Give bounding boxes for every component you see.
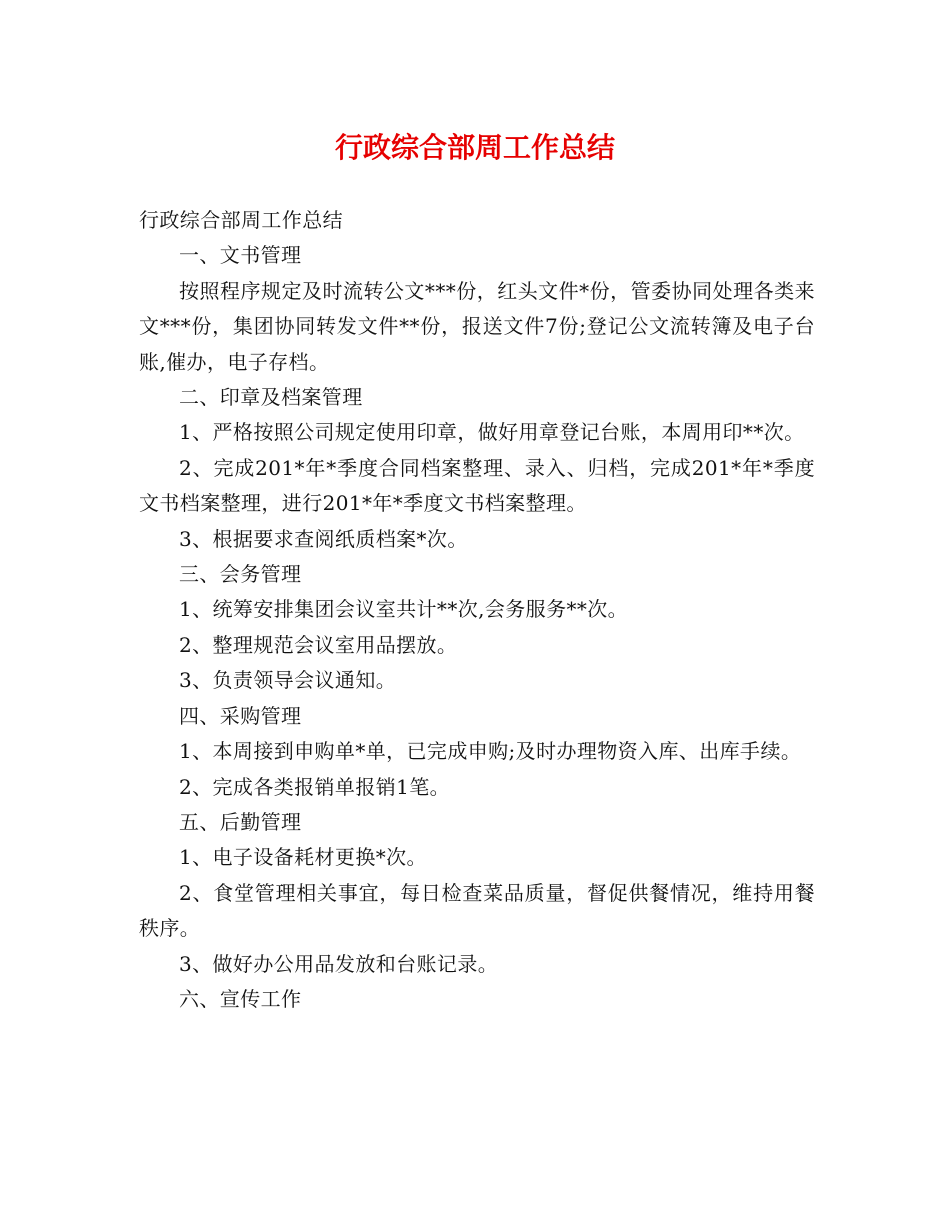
- paragraph: 行政综合部周工作总结: [139, 208, 343, 232]
- paragraph: 五、后勤管理: [179, 809, 302, 834]
- paragraph: 按照程序规定及时流转公文***份，红头文件*份，管委协同处理各类来文***份，集团协同转发文件**份，报送文件7份;登记公文流转簿及电子台账,催办，电子存档。: [139, 278, 815, 374]
- paragraph: 1、统筹安排集团会议室共计**次,会务服务**次。: [179, 597, 629, 622]
- document-title: 行政综合部周工作总结: [334, 131, 615, 164]
- paragraph: 1、严格按照公司规定使用印章，做好用章登记台账，本周用印**次。: [179, 420, 805, 445]
- paragraph: 2、整理规范会议室用品摆放。: [179, 632, 458, 657]
- paragraph: 2、完成201*年*季度合同档案整理、录入、归档，完成201*年*季度文书档案整理，进行201*年*季度文书档案整理。: [139, 455, 815, 516]
- document-body: [139, 203, 815, 1017]
- paragraph: 一、文书管理: [179, 243, 302, 268]
- paragraph: 1、本周接到申购单*单，已完成申购;及时办理物资入库、出库手续。: [179, 739, 802, 764]
- paragraph: 2、食堂管理相关事宜，每日检查菜品质量，督促供餐情况，维持用餐秩序。: [139, 880, 815, 941]
- paragraph: 1、电子设备耗材更换*次。: [179, 845, 427, 870]
- paragraph: 六、宣传工作: [179, 986, 302, 1011]
- paragraph: 四、采购管理: [179, 703, 302, 728]
- paragraph: 3、根据要求查阅纸质档案*次。: [179, 526, 468, 551]
- paragraph: 3、负责领导会议通知。: [179, 668, 397, 693]
- paragraph: 三、会务管理: [179, 562, 302, 587]
- paragraph: 3、做好办公用品发放和台账记录。: [179, 951, 499, 976]
- paragraph: 2、完成各类报销单报销1笔。: [179, 774, 451, 799]
- paragraph: 二、印章及档案管理: [179, 385, 363, 410]
